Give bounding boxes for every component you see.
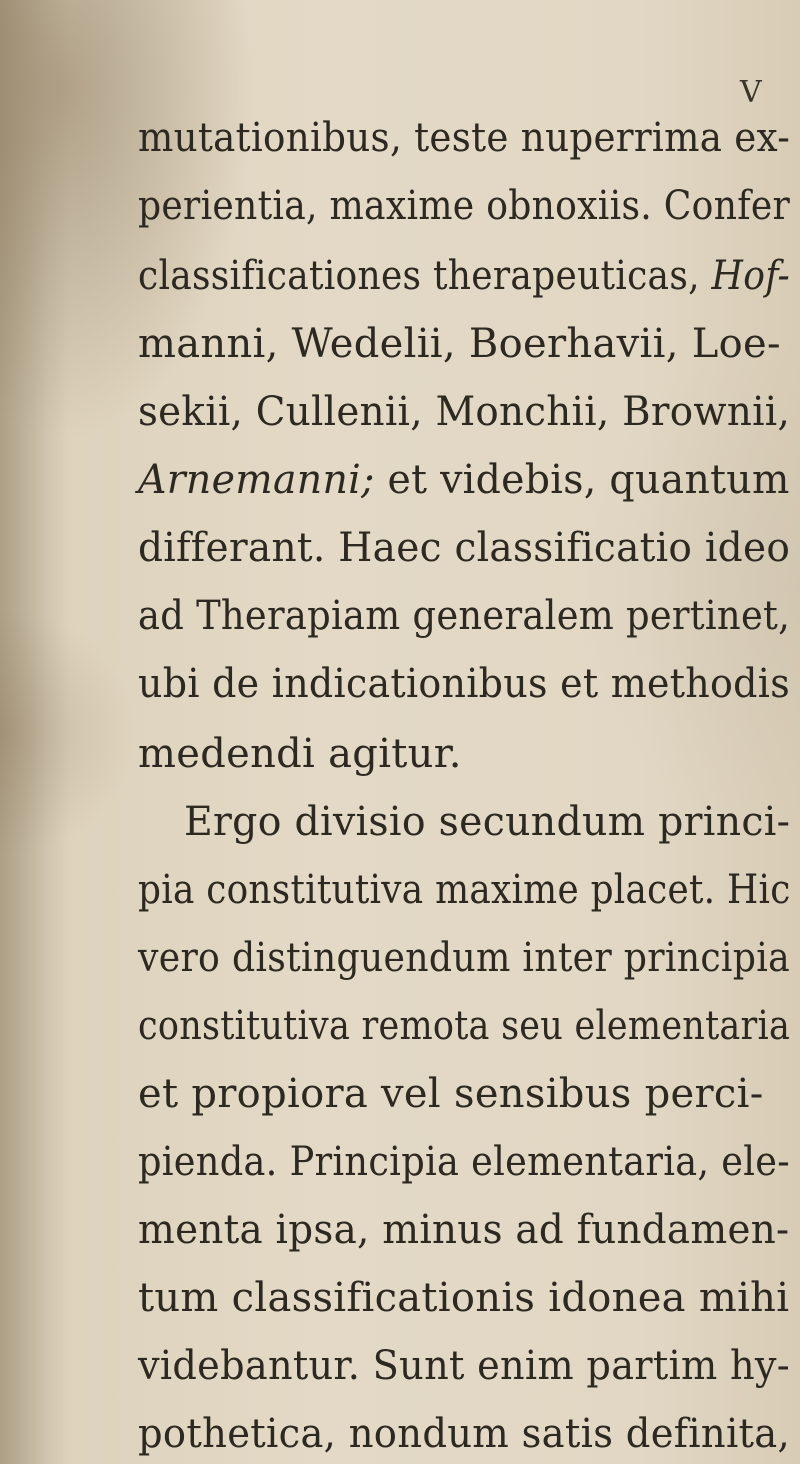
text-line-13: vero distinguendum inter principia — [138, 935, 790, 981]
text-line-11: Ergo divisio secundum princi- — [184, 799, 791, 845]
text-line-4: manni, Wedelii, Boerhavii, Loe- — [138, 321, 781, 367]
text-line-8: ad Therapiam generalem pertinet, — [138, 593, 791, 639]
text-line-17: menta ipsa, minus ad fundamen- — [138, 1207, 790, 1253]
text-line-6-roman: et videbis, quantum — [374, 457, 790, 503]
text-line-20: pothetica, nondum satis definita, — [138, 1411, 791, 1457]
page-number: V — [740, 75, 762, 110]
text-line-15: et propiora vel sensibus perci- — [138, 1071, 764, 1117]
text-line-1: mutationibus, teste nuperrima ex- — [138, 115, 791, 161]
text-line-6 — [138, 457, 790, 503]
text-line-2: perientia, maxime obnoxiis. Confer — [138, 183, 791, 229]
text-line-14: constitutiva remota seu elementaria — [138, 1003, 791, 1049]
text-line-5: sekii, Cullenii, Monchii, Brownii, — [138, 389, 791, 435]
text-line-7: differant. Haec classificatio ideo — [138, 525, 791, 571]
text-line-9: ubi de indicationibus et methodis — [138, 661, 790, 707]
text-line-3 — [138, 253, 790, 299]
text-line-3-italic: Hof- — [711, 253, 790, 299]
text-line-6-italic: Arnemanni; — [138, 457, 375, 503]
text-line-10: medendi agitur. — [138, 731, 462, 777]
text-line-16: pienda. Principia elementaria, ele- — [138, 1139, 790, 1185]
text-line-19: videbantur. Sunt enim partim hy- — [138, 1343, 791, 1389]
text-line-18: tum classificationis idonea mihi — [138, 1275, 790, 1321]
text-line-3-roman: classificationes therapeuticas, — [138, 253, 700, 299]
text-line-12: pia constitutiva maxime placet. Hic — [138, 867, 791, 913]
